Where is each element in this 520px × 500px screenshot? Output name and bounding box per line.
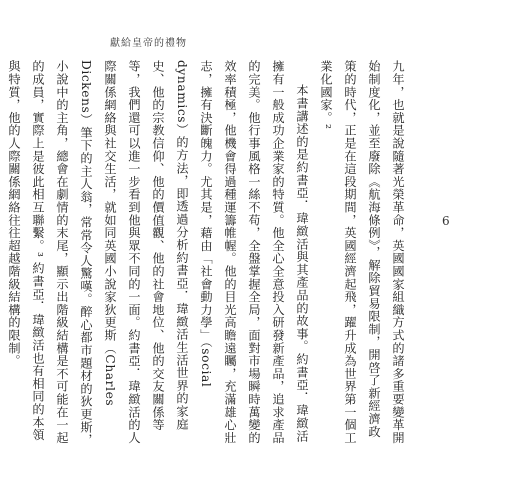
body-text [7,60,410,450]
paragraph-3 [0,60,2,450]
running-header: 獻給皇帝的禮物 [110,38,187,49]
paragraph-2: 本書講述的是約書亞．瑋緻活與其產品的故事。約書亞．瑋緻活擁有一般成功企業家的特質。他全心全意投入研發新產品，追求產品的完美。他行事風格一絲不苟，全盤掌握全局，面對市場瞬時萬變的效率積極，他機會得過種運籌帷幄。他的目光高瞻遠矚，充滿雄心壯志，擁有決斷魄力。尤其是，藉由「社會動力學」（social dynamics）的方法，即透過分析約書亞．瑋緻活生活世界的家庭史、他的宗教信仰、他的價值觀、他的社會地位、他的交友關係等等，我們還可以進一步看到他與眾不同的一面。約書亞．瑋緻活的人際關係網絡與社交生活，就如同英國小說家狄更斯（Charles Dickens）筆下的主人翁，常常令人驚嘆。醉心都市題材的狄更斯，小說中的主角，總會在劇情的末尾，顯示出階級結構是不可能在一起的成員，實際上是彼此相互聯繫。³ 約書亞．瑋緻活也有相同的本領與特質，他的人際關係網絡往往超越階級結構的限制。 [7,60,309,447]
page-number: 6 [442,214,450,228]
paragraph-1: 九年，也就是說隨著光榮革命，英國國家組織方式的諸多重要變革開始制度化，並至廢除《航海條例》，解除貿易限制，開啓了新經濟政策的時代，正是在這段期間，英國經濟起飛，躍升成為世界第一個工業化國家。² [319,60,405,444]
